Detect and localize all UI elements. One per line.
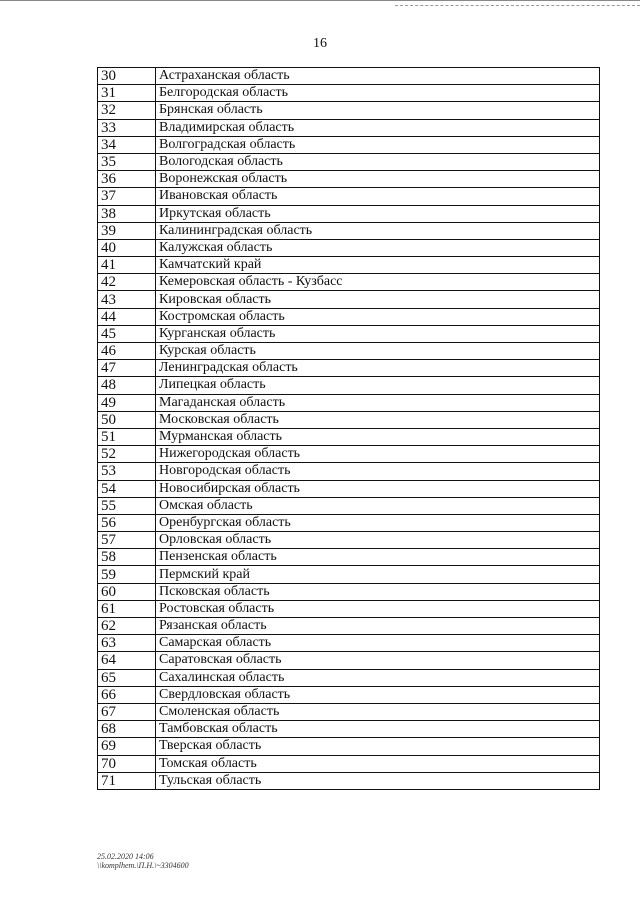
region-name-cell: Орловская область <box>156 532 600 549</box>
region-name-cell: Псковская область <box>156 583 600 600</box>
region-name-cell: Оренбургская область <box>156 514 600 531</box>
region-number-cell: 37 <box>98 188 156 205</box>
table-row <box>98 360 600 377</box>
table-row <box>98 566 600 583</box>
table-row <box>98 274 600 291</box>
region-name-cell: Кировская область <box>156 291 600 308</box>
region-number-cell: 69 <box>98 738 156 755</box>
region-name-cell: Нижегородская область <box>156 446 600 463</box>
region-number-cell: 52 <box>98 446 156 463</box>
region-number-cell: 32 <box>98 102 156 119</box>
table-row <box>98 153 600 170</box>
region-name-cell: Московская область <box>156 411 600 428</box>
region-name-cell: Новгородская область <box>156 463 600 480</box>
table-row <box>98 738 600 755</box>
region-number-cell: 59 <box>98 566 156 583</box>
region-number-cell: 58 <box>98 549 156 566</box>
table-row <box>98 308 600 325</box>
region-name-cell: Новосибирская область <box>156 480 600 497</box>
region-number-cell: 36 <box>98 171 156 188</box>
table-row <box>98 239 600 256</box>
region-name-cell: Иркутская область <box>156 205 600 222</box>
table-row <box>98 514 600 531</box>
region-number-cell: 45 <box>98 325 156 342</box>
footer-timestamp: 25.02.2020 14:06 <box>97 852 154 861</box>
table-row <box>98 428 600 445</box>
region-name-cell: Самарская область <box>156 635 600 652</box>
region-name-cell: Саратовская область <box>156 652 600 669</box>
region-number-cell: 64 <box>98 652 156 669</box>
region-name-cell: Пензенская область <box>156 549 600 566</box>
table-row <box>98 291 600 308</box>
region-number-cell: 63 <box>98 635 156 652</box>
region-number-cell: 65 <box>98 669 156 686</box>
region-name-cell: Смоленская область <box>156 703 600 720</box>
table-row <box>98 635 600 652</box>
table-row <box>98 463 600 480</box>
table-row <box>98 497 600 514</box>
region-name-cell: Кемеровская область - Кузбасс <box>156 274 600 291</box>
region-name-cell: Ростовская область <box>156 600 600 617</box>
region-name-cell: Костромская область <box>156 308 600 325</box>
region-name-cell: Камчатский край <box>156 257 600 274</box>
table-row <box>98 257 600 274</box>
region-name-cell: Омская область <box>156 497 600 514</box>
table-row <box>98 480 600 497</box>
region-number-cell: 70 <box>98 755 156 772</box>
table-row <box>98 343 600 360</box>
region-name-cell: Брянская область <box>156 102 600 119</box>
region-number-cell: 40 <box>98 239 156 256</box>
region-number-cell: 54 <box>98 480 156 497</box>
region-name-cell: Курганская область <box>156 325 600 342</box>
table-row <box>98 583 600 600</box>
region-name-cell: Томская область <box>156 755 600 772</box>
region-name-cell: Калининградская область <box>156 222 600 239</box>
table-row <box>98 618 600 635</box>
region-name-cell: Мурманская область <box>156 428 600 445</box>
region-number-cell: 30 <box>98 68 156 85</box>
table-row <box>98 102 600 119</box>
table-row <box>98 772 600 789</box>
scan-edge-dashed-line <box>395 5 640 6</box>
region-name-cell: Курская область <box>156 343 600 360</box>
region-name-cell: Рязанская область <box>156 618 600 635</box>
region-number-cell: 68 <box>98 721 156 738</box>
table-row <box>98 68 600 85</box>
footer-file-reference: \\komplhem.\П.Н.\~3304600 <box>97 861 189 870</box>
region-number-cell: 66 <box>98 686 156 703</box>
table-row <box>98 85 600 102</box>
region-number-cell: 53 <box>98 463 156 480</box>
region-number-cell: 46 <box>98 343 156 360</box>
region-number-cell: 62 <box>98 618 156 635</box>
table-row <box>98 532 600 549</box>
table-row <box>98 188 600 205</box>
region-name-cell: Волгоградская область <box>156 136 600 153</box>
region-number-cell: 47 <box>98 360 156 377</box>
table-row <box>98 411 600 428</box>
scan-edge-line <box>0 0 640 4</box>
region-name-cell: Белгородская область <box>156 85 600 102</box>
region-number-cell: 38 <box>98 205 156 222</box>
region-number-cell: 43 <box>98 291 156 308</box>
region-number-cell: 39 <box>98 222 156 239</box>
region-name-cell: Тверская область <box>156 738 600 755</box>
region-number-cell: 71 <box>98 772 156 789</box>
region-number-cell: 31 <box>98 85 156 102</box>
table-row <box>98 394 600 411</box>
table-row <box>98 703 600 720</box>
table-row <box>98 222 600 239</box>
table-row <box>98 377 600 394</box>
table-row <box>98 686 600 703</box>
table-row <box>98 325 600 342</box>
region-number-cell: 61 <box>98 600 156 617</box>
region-number-cell: 50 <box>98 411 156 428</box>
region-name-cell: Сахалинская область <box>156 669 600 686</box>
region-number-cell: 60 <box>98 583 156 600</box>
regions-table-body <box>98 68 600 790</box>
region-name-cell: Владимирская область <box>156 119 600 136</box>
table-row <box>98 549 600 566</box>
region-number-cell: 34 <box>98 136 156 153</box>
table-row <box>98 669 600 686</box>
region-name-cell: Тульская область <box>156 772 600 789</box>
region-name-cell: Магаданская область <box>156 394 600 411</box>
region-name-cell: Ивановская область <box>156 188 600 205</box>
region-number-cell: 48 <box>98 377 156 394</box>
table-row <box>98 600 600 617</box>
region-name-cell: Свердловская область <box>156 686 600 703</box>
table-row <box>98 652 600 669</box>
table-row <box>98 119 600 136</box>
regions-table <box>97 67 600 790</box>
region-number-cell: 67 <box>98 703 156 720</box>
page-number: 16 <box>313 36 327 51</box>
region-number-cell: 55 <box>98 497 156 514</box>
table-row <box>98 205 600 222</box>
region-number-cell: 33 <box>98 119 156 136</box>
table-row <box>98 755 600 772</box>
table-row <box>98 136 600 153</box>
region-number-cell: 41 <box>98 257 156 274</box>
region-number-cell: 49 <box>98 394 156 411</box>
region-number-cell: 51 <box>98 428 156 445</box>
region-number-cell: 35 <box>98 153 156 170</box>
region-number-cell: 44 <box>98 308 156 325</box>
region-name-cell: Пермский край <box>156 566 600 583</box>
table-row <box>98 721 600 738</box>
region-name-cell: Калужская область <box>156 239 600 256</box>
document-footer <box>97 852 189 870</box>
region-number-cell: 56 <box>98 514 156 531</box>
region-number-cell: 42 <box>98 274 156 291</box>
table-row <box>98 446 600 463</box>
table-row <box>98 171 600 188</box>
region-name-cell: Ленинградская область <box>156 360 600 377</box>
region-name-cell: Липецкая область <box>156 377 600 394</box>
region-name-cell: Астраханская область <box>156 68 600 85</box>
region-name-cell: Вологодская область <box>156 153 600 170</box>
region-number-cell: 57 <box>98 532 156 549</box>
region-name-cell: Тамбовская область <box>156 721 600 738</box>
region-name-cell: Воронежская область <box>156 171 600 188</box>
